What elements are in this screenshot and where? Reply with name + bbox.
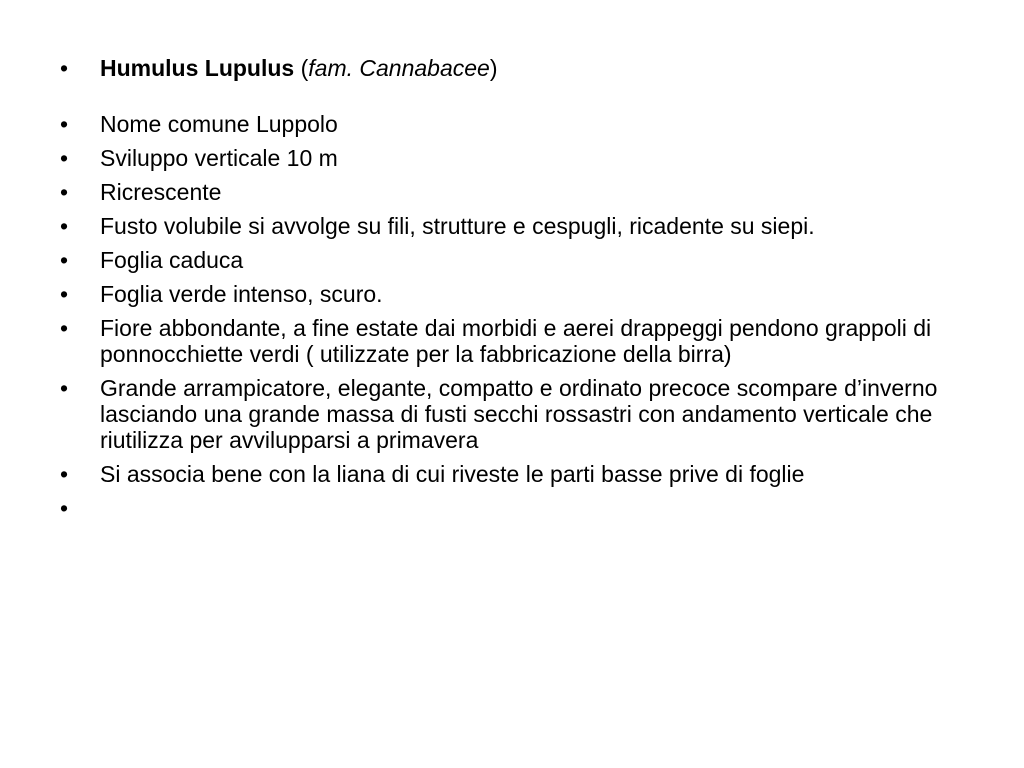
bullet-marker: • (60, 281, 69, 307)
bullet-marker: • (60, 461, 69, 487)
bullet-marker: • (60, 145, 69, 171)
list-item (60, 315, 940, 367)
list-item-text: Sviluppo verticale 10 m (100, 145, 338, 171)
bullet-marker: • (60, 55, 69, 81)
open-paren: ( (294, 55, 309, 81)
list-item (60, 213, 940, 239)
list-item (60, 145, 940, 171)
family-name: fam. Cannabacee (308, 55, 490, 81)
list-item (60, 461, 940, 487)
list-item (60, 247, 940, 273)
bullet-marker: • (60, 213, 69, 239)
bullet-marker: • (60, 375, 69, 401)
list-item-text: Ricrescente (100, 179, 222, 205)
bullet-list (60, 55, 940, 521)
species-name: Humulus Lupulus (100, 55, 295, 81)
list-item (60, 179, 940, 205)
bullet-marker: • (60, 179, 69, 205)
list-item (60, 375, 940, 453)
list-item (60, 281, 940, 307)
bullet-marker: • (60, 495, 69, 521)
title-item (60, 55, 940, 81)
list-item-text: Foglia caduca (100, 247, 244, 273)
list-item-text: Nome comune Luppolo (100, 111, 338, 137)
list-item-text: Foglia verde intenso, scuro. (100, 281, 383, 307)
list-item-text: Grande arrampicatore, elegante, compatto e ordinato precoce scompare d’inverno lasciando una grande massa di fusti secchi rossastri con andamento verticale che riutilizza per avvilupparsi a primavera (100, 375, 938, 453)
list-item-text: Si associa bene con la liana di cui riveste le parti basse prive di foglie (100, 461, 805, 487)
list-item-text: Fusto volubile si avvolge su fili, strutture e cespugli, ricadente su siepi. (100, 213, 815, 239)
close-paren: ) (489, 55, 498, 81)
bullet-marker: • (60, 111, 69, 137)
list-item-text: Fiore abbondante, a fine estate dai morbidi e aerei drappeggi pendono grappoli di ponnocchiette verdi ( utilizzate per la fabbricazione della birra) (100, 315, 932, 367)
bullet-marker: • (60, 315, 69, 341)
bullet-marker: • (60, 247, 69, 273)
list-item (60, 111, 940, 137)
